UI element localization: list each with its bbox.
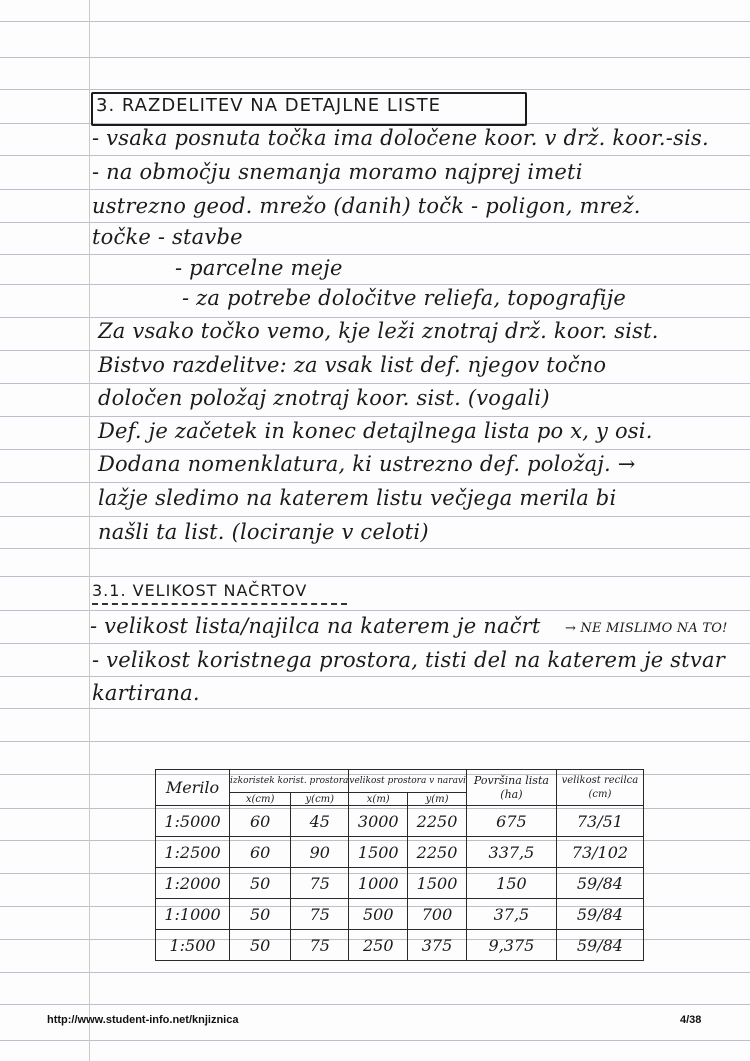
cell-ha: 675 — [466, 806, 556, 837]
note-line: - velikost lista/najilca na katerem je načrt — [90, 614, 541, 638]
header-merilo: Merilo — [156, 770, 230, 806]
ruled-line — [0, 482, 750, 483]
cell-y-cm: 75 — [291, 899, 349, 930]
ruled-line — [0, 254, 750, 255]
cell-x-cm: 50 — [230, 899, 291, 930]
header-koristni: izkoristek korist. prostora — [230, 770, 349, 793]
cell-merilo: 1:500 — [156, 930, 230, 961]
header-velikost — [556, 770, 643, 806]
cell-x-m: 3000 — [349, 806, 408, 837]
cell-x-m: 1500 — [349, 837, 408, 868]
cell-velikost: 59/84 — [556, 930, 643, 961]
ruled-line — [0, 416, 750, 417]
ruled-line — [0, 741, 750, 742]
header-povrsina — [466, 770, 556, 806]
cell-ha: 337,5 — [466, 837, 556, 868]
header-x-m: x(m) — [349, 793, 408, 806]
note-line: kartirana. — [92, 681, 200, 705]
ruled-line — [0, 222, 750, 223]
note-remark: → NE MISLIMO NA TO! — [565, 621, 728, 636]
header-povrsina-unit: (ha) — [500, 787, 523, 801]
header-velikost-unit: (cm) — [588, 788, 612, 800]
footer-url: http://www.student-info.net/knjiznica — [47, 1014, 239, 1026]
cell-ha: 150 — [466, 868, 556, 899]
header-y-cm: y(cm) — [291, 793, 349, 806]
ruled-line — [0, 708, 750, 709]
note-line: določen položaj znotraj koor. sist. (vogali) — [98, 386, 550, 410]
note-line: lažje sledimo na katerem listu večjega merila bi — [98, 486, 617, 510]
table-row — [156, 930, 644, 961]
header-povrsina-label: Površina lista — [473, 773, 549, 787]
cell-merilo: 1:2500 — [156, 837, 230, 868]
cell-x-cm: 50 — [230, 868, 291, 899]
margin-line — [89, 0, 90, 1061]
cell-merilo: 1:1000 — [156, 899, 230, 930]
ruled-line — [0, 284, 750, 285]
note-line: - velikost koristnega prostora, tisti del na katerem je stvar — [92, 648, 725, 672]
subsection-underline — [92, 602, 347, 605]
ruled-line — [0, 548, 750, 549]
cell-y-cm: 90 — [291, 837, 349, 868]
ruled-line — [0, 1004, 750, 1005]
cell-y-cm: 45 — [291, 806, 349, 837]
note-line: Def. je začetek in konec detajlnega lista po x, y osi. — [98, 419, 653, 443]
ruled-line — [0, 676, 750, 677]
ruled-line — [0, 21, 750, 22]
ruled-line — [0, 610, 750, 611]
header-naravi: velikost prostora v naravi — [349, 770, 467, 793]
ruled-line — [0, 350, 750, 351]
ruled-line — [0, 449, 750, 450]
cell-velikost: 59/84 — [556, 899, 643, 930]
cell-x-cm: 60 — [230, 806, 291, 837]
cell-y-m: 2250 — [408, 837, 467, 868]
note-line: Za vsako točko vemo, kje leži znotraj drž. koor. sist. — [98, 319, 659, 343]
cell-y-m: 375 — [408, 930, 467, 961]
ruled-line — [0, 383, 750, 384]
ruled-line — [0, 643, 750, 644]
ruled-line — [0, 89, 750, 90]
note-line: - vsaka posnuta točka ima določene koor. v drž. koor.-sis. — [92, 126, 709, 150]
header-velikost-label: velikost recilca — [561, 774, 639, 786]
table-row — [156, 806, 644, 837]
header-x-cm: x(cm) — [230, 793, 291, 806]
cell-y-m: 2250 — [408, 806, 467, 837]
ruled-line — [0, 155, 750, 156]
note-line: Dodana nomenklatura, ki ustrezno def. položaj. → — [98, 452, 636, 476]
table-row — [156, 899, 644, 930]
ruled-line — [0, 57, 750, 58]
cell-y-m: 1500 — [408, 868, 467, 899]
section-heading: 3. RAZDELITEV NA DETAJLNE LISTE — [96, 95, 441, 116]
ruled-line — [0, 972, 750, 973]
note-line: - parcelne meje — [175, 256, 343, 280]
cell-velikost: 73/102 — [556, 837, 643, 868]
note-line: - na območju snemanja moramo najprej imeti — [92, 160, 583, 184]
table-row — [156, 868, 644, 899]
note-line: ustrezno geod. mrežo (danih) točk - poligon, mrež. — [92, 194, 641, 218]
cell-velikost: 59/84 — [556, 868, 643, 899]
table-row — [156, 837, 644, 868]
scale-table — [155, 769, 644, 961]
note-line: našli ta list. (lociranje v celoti) — [98, 520, 429, 544]
cell-x-cm: 50 — [230, 930, 291, 961]
cell-merilo: 1:2000 — [156, 868, 230, 899]
cell-x-m: 500 — [349, 899, 408, 930]
cell-x-cm: 60 — [230, 837, 291, 868]
subsection-heading: 3.1. VELIKOST NAČRTOV — [92, 581, 308, 600]
note-line: - za potrebe določitve reliefa, topografije — [182, 286, 627, 310]
ruled-line — [0, 1040, 750, 1041]
note-line: točke - stavbe — [92, 225, 243, 249]
ruled-line — [0, 576, 750, 577]
cell-ha: 9,375 — [466, 930, 556, 961]
cell-y-cm: 75 — [291, 930, 349, 961]
cell-x-m: 1000 — [349, 868, 408, 899]
ruled-line — [0, 189, 750, 190]
cell-ha: 37,5 — [466, 899, 556, 930]
cell-x-m: 250 — [349, 930, 408, 961]
cell-y-cm: 75 — [291, 868, 349, 899]
note-line: Bistvo razdelitve: za vsak list def. njegov točno — [98, 353, 607, 377]
header-y-m: y(m) — [408, 793, 467, 806]
ruled-line — [0, 317, 750, 318]
ruled-line — [0, 516, 750, 517]
cell-merilo: 1:5000 — [156, 806, 230, 837]
page-number: 4/38 — [680, 1014, 702, 1026]
cell-velikost: 73/51 — [556, 806, 643, 837]
cell-y-m: 700 — [408, 899, 467, 930]
